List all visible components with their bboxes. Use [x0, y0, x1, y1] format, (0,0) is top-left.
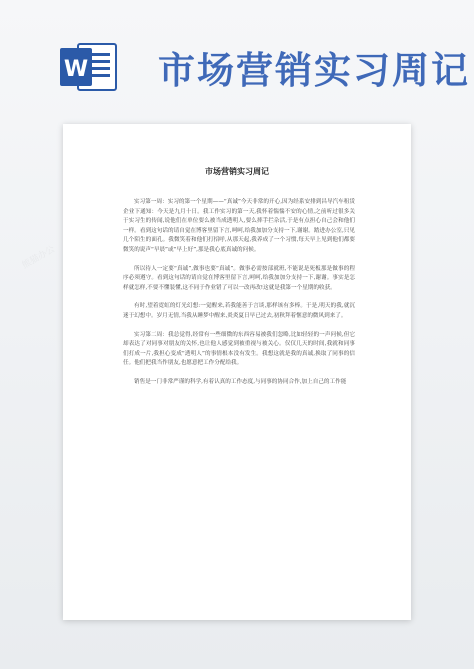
word-doc-icon — [58, 40, 118, 94]
paragraph: 实习第二周：我总觉得,经常有一些细微的东西容易被我们忽略,比如轻轻的一声问候,但它却表达了对同事对朋友的关怀,也让他人感觉到被重视与被关心。仅仅几天的时间,我就和同事们打成一片,我担心变成“透明人”的事情根本没有发生。我想这就是我的真诚,换取了同事的信任。他们把我当作朋友,也愿意把工作分配给我。 — [123, 331, 355, 367]
banner-title: 市场营销实习周记 — [158, 49, 470, 92]
document-title: 市场营销实习周记 — [205, 167, 269, 176]
word-icon-letter: W — [63, 57, 89, 82]
header-banner — [0, 30, 474, 104]
paragraph: 所以待人一定要“真诚”,做事也要“真诚”。做事必需按部就班,不能说是死板那是做事的程序必须遵守。看到这句话的请自觉在博客里留下言,呵呵,给我加加分支持一下,谢谢。事实是怎样就怎样,不要不懂装懂,这不同于作业错了可以一改再改!这就是我第一个星期的收获。 — [123, 265, 355, 291]
document-page — [63, 124, 411, 620]
paragraph: 销售是一门非常严谨的科学,有着认真的工作态度,与同事的协同合作,加上自己的工作能 — [134, 378, 347, 385]
paragraph: 有时,望着霓虹的灯光幻想:一觉醒来,若我能善于言谈,那样该有多棒。于是,明天的我,就沉迷于幻想中。岁月无情,当我从睡梦中醒来,炎炎夏日早已过去,初秋拜着惬意的微风到来了。 — [123, 303, 355, 319]
document-body — [123, 198, 355, 397]
paragraph: 实习第一周：实习的第一个星期——“真诚”今天非常的开心,因为经系安排到昌导汽车租赁企业下通知：今天是九月十日。我工作实习的第一天,我怀着惴惴不安的心情,之前听过很多关于实习生的传闻,说他们在单位要么被当成透明人,要么摔手拦杂活,于是有点担心自己会和他们一样。看到这句话的请自觉在博客里留下言,呵呵,给我加加分支持一下,谢谢。踏进办公室,只见几个陌生的面孔。我微笑着和他们打招呼,从那天起,我养成了一个习惯,每天早上见到他们都要微笑的说声“早晨”或“早上好”,那是我心底真诚的问候。 — [123, 199, 355, 253]
